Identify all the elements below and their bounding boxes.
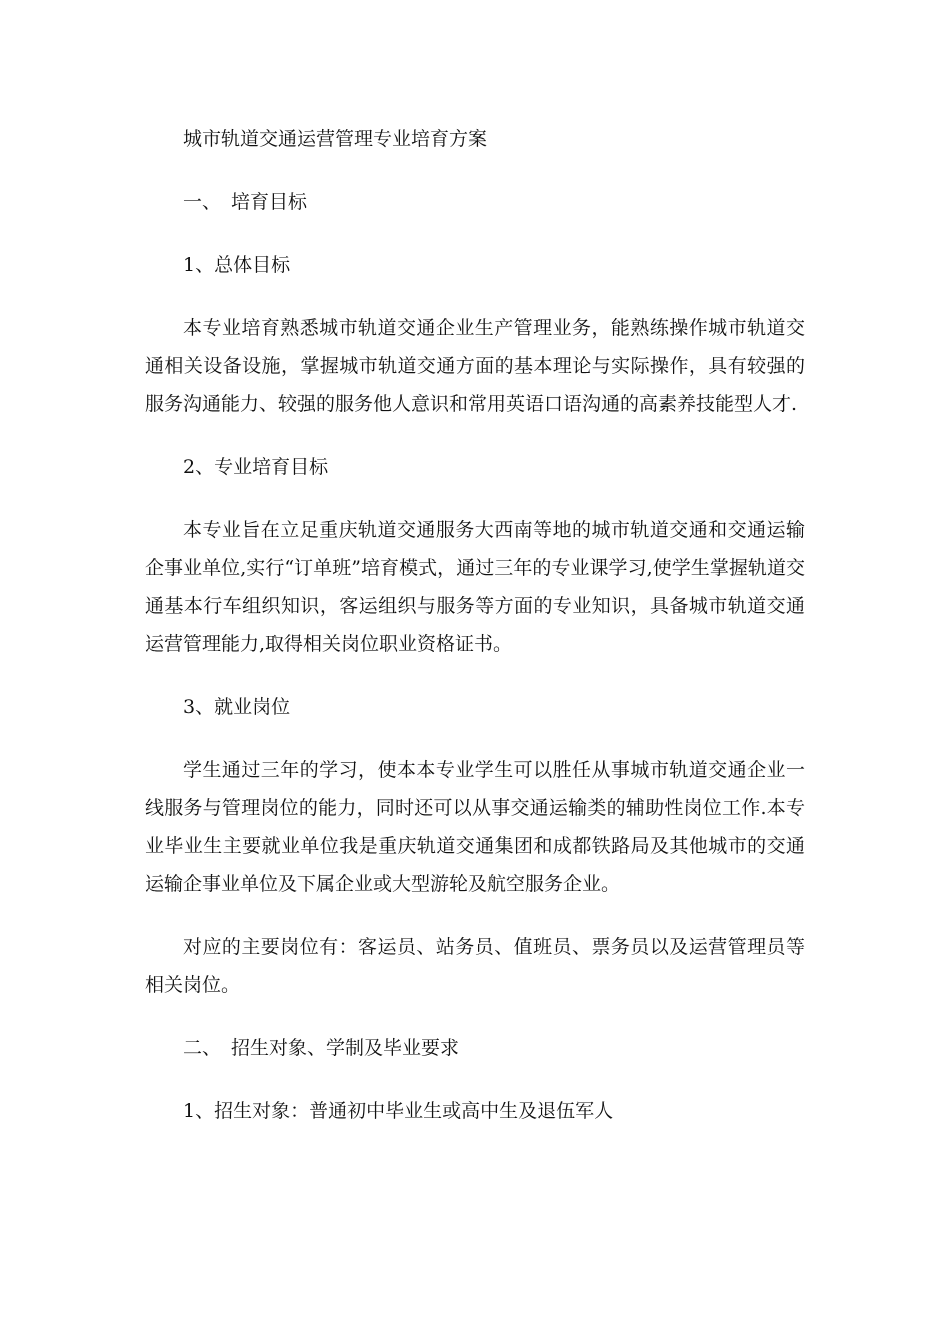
section-1-heading <box>145 183 805 221</box>
document-title: 城市轨道交通运营管理专业培育方案 <box>183 128 488 150</box>
section-1-title: 培育目标 <box>231 191 308 213</box>
section-2-number: 二、 <box>183 1037 222 1059</box>
subsection-1-3-heading: 3、就业岗位 <box>183 696 291 718</box>
subsection-1-2-heading: 2、专业培育目标 <box>183 456 329 478</box>
paragraph-overall-goal: 本专业培育熟悉城市轨道交通企业生产管理业务，能熟练操作城市轨道交通相关设备设施，掌握城市轨道交通方面的基本理论与实际操作，具有较强的服务沟通能力、较强的服务他人意识和常用英语口语沟通的高素养技能型人才. <box>145 317 805 415</box>
subsection-2-1-heading: 1、招生对象：普通初中毕业生或高中生及退伍军人 <box>183 1100 614 1122</box>
section-2-heading <box>145 1029 805 1067</box>
document-body <box>145 120 805 1130</box>
subsection-1-1-heading: 1、总体目标 <box>183 254 291 276</box>
paragraph-employment: 学生通过三年的学习，使本本专业学生可以胜任从事城市轨道交通企业一线服务与管理岗位的能力，同时还可以从事交通运输类的辅助性岗位工作.本专业毕业生主要就业单位我是重庆轨道交通集团和成都铁路局及其他城市的交通运输企事业单位及下属企业或大型游轮及航空服务企业。 <box>145 759 805 895</box>
paragraph-training-goal: 本专业旨在立足重庆轨道交通服务大西南等地的城市轨道交通和交通运输企事业单位,实行“订单班”培育模式，通过三年的专业课学习,使学生掌握轨道交通基本行车组织知识，客运组织与服务等方面的专业知识，具备城市轨道交通运营管理能力,取得相关岗位职业资格证书。 <box>145 519 805 655</box>
section-1-number: 一、 <box>183 191 222 213</box>
paragraph-positions: 对应的主要岗位有：客运员、站务员、值班员、票务员以及运营管理员等相关岗位。 <box>145 936 805 996</box>
section-2-title: 招生对象、学制及毕业要求 <box>231 1037 460 1059</box>
